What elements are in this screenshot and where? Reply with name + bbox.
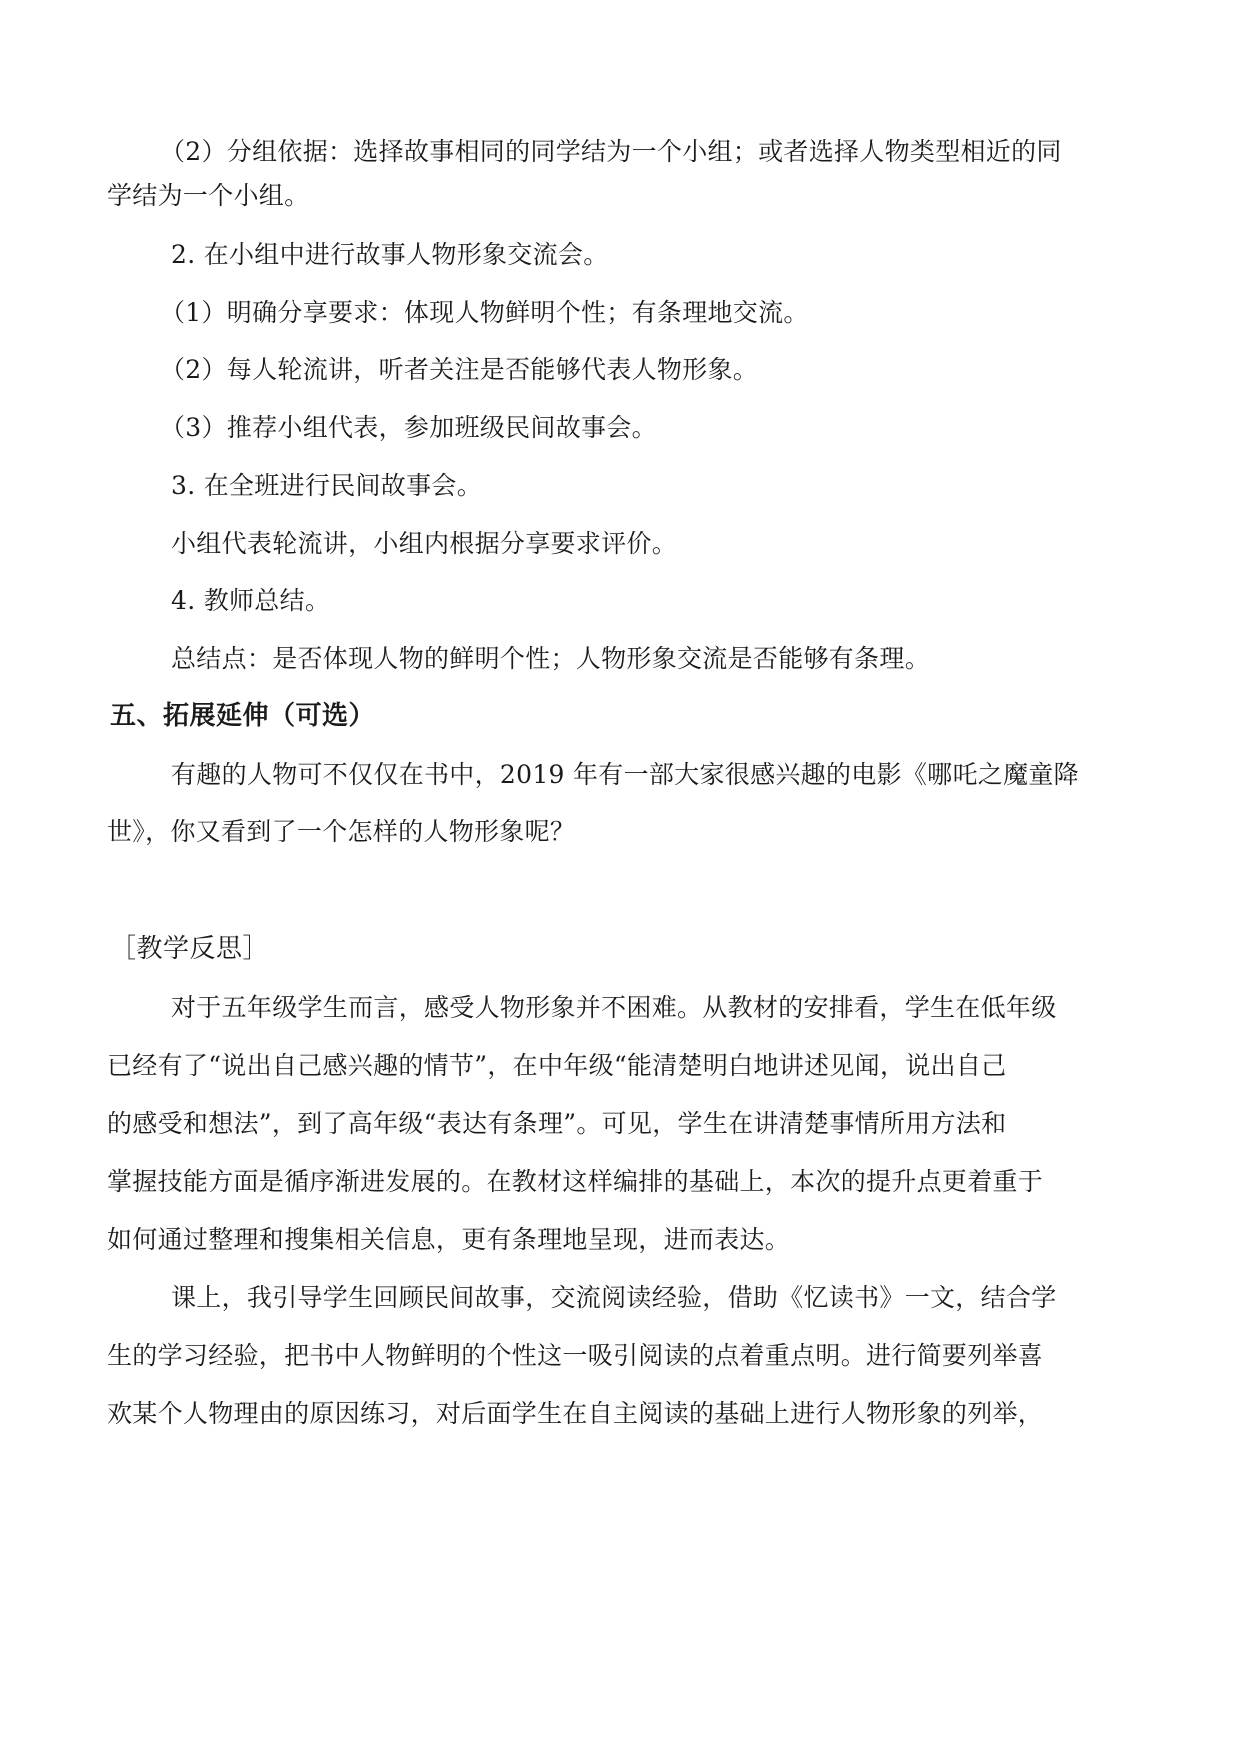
section-heading: 五、拓展延伸（可选） <box>110 701 376 731</box>
paragraph-line: 总结点：是否体现人物的鲜明个性；人物形象交流是否能够有条理。 <box>171 644 931 673</box>
paragraph-line: 对于五年级学生而言，感受人物形象并不困难。从教材的安排看，学生在低年级 <box>171 993 1057 1022</box>
paragraph-line: 已经有了“说出自己感兴趣的情节”，在中年级“能清楚明白地讲述见闻，说出自己 <box>107 1051 1007 1080</box>
paragraph-line: 课上，我引导学生回顾民间故事，交流阅读经验，借助《忆读书》一文，结合学 <box>171 1283 1057 1312</box>
paragraph-line: （2）每人轮流讲，听者关注是否能够代表人物形象。 <box>160 355 759 384</box>
paragraph-line: 有趣的人物可不仅仅在书中，2019 年有一部大家很感兴趣的电影《哪吒之魔童降 <box>171 760 1079 789</box>
paragraph-line: 3. 在全班进行民间故事会。 <box>171 471 483 500</box>
paragraph-line: （1）明确分享要求：体现人物鲜明个性；有条理地交流。 <box>160 298 809 327</box>
paragraph-line: 生的学习经验，把书中人物鲜明的个性这一吸引阅读的点着重点明。进行简要列举喜 <box>107 1341 1044 1370</box>
paragraph-line: 如何通过整理和搜集相关信息，更有条理地呈现，进而表达。 <box>107 1225 791 1254</box>
paragraph-line: 小组代表轮流讲，小组内根据分享要求评价。 <box>171 529 678 558</box>
paragraph-line: 2. 在小组中进行故事人物形象交流会。 <box>171 240 609 269</box>
paragraph-line: 欢某个人物理由的原因练习，对后面学生在自主阅读的基础上进行人物形象的列举， <box>107 1399 1044 1428</box>
paragraph-line: （2）分组依据：选择故事相同的同学结为一个小组；或者选择人物类型相近的同 <box>160 137 1062 166</box>
paragraph-line: 学结为一个小组。 <box>107 181 310 210</box>
paragraph-line: 4. 教师总结。 <box>171 586 331 615</box>
paragraph-line: （3）推荐小组代表，参加班级民间故事会。 <box>160 413 657 442</box>
paragraph-line: 的感受和想法”，到了高年级“表达有条理”。可见，学生在讲清楚事情所用方法和 <box>107 1109 1007 1138</box>
paragraph-line: 世》，你又看到了一个怎样的人物形象呢？ <box>107 817 576 846</box>
paragraph-line: 掌握技能方面是循序渐进发展的。在教材这样编排的基础上，本次的提升点更着重于 <box>107 1167 1044 1196</box>
reflection-heading: ［教学反思］ <box>110 934 270 964</box>
